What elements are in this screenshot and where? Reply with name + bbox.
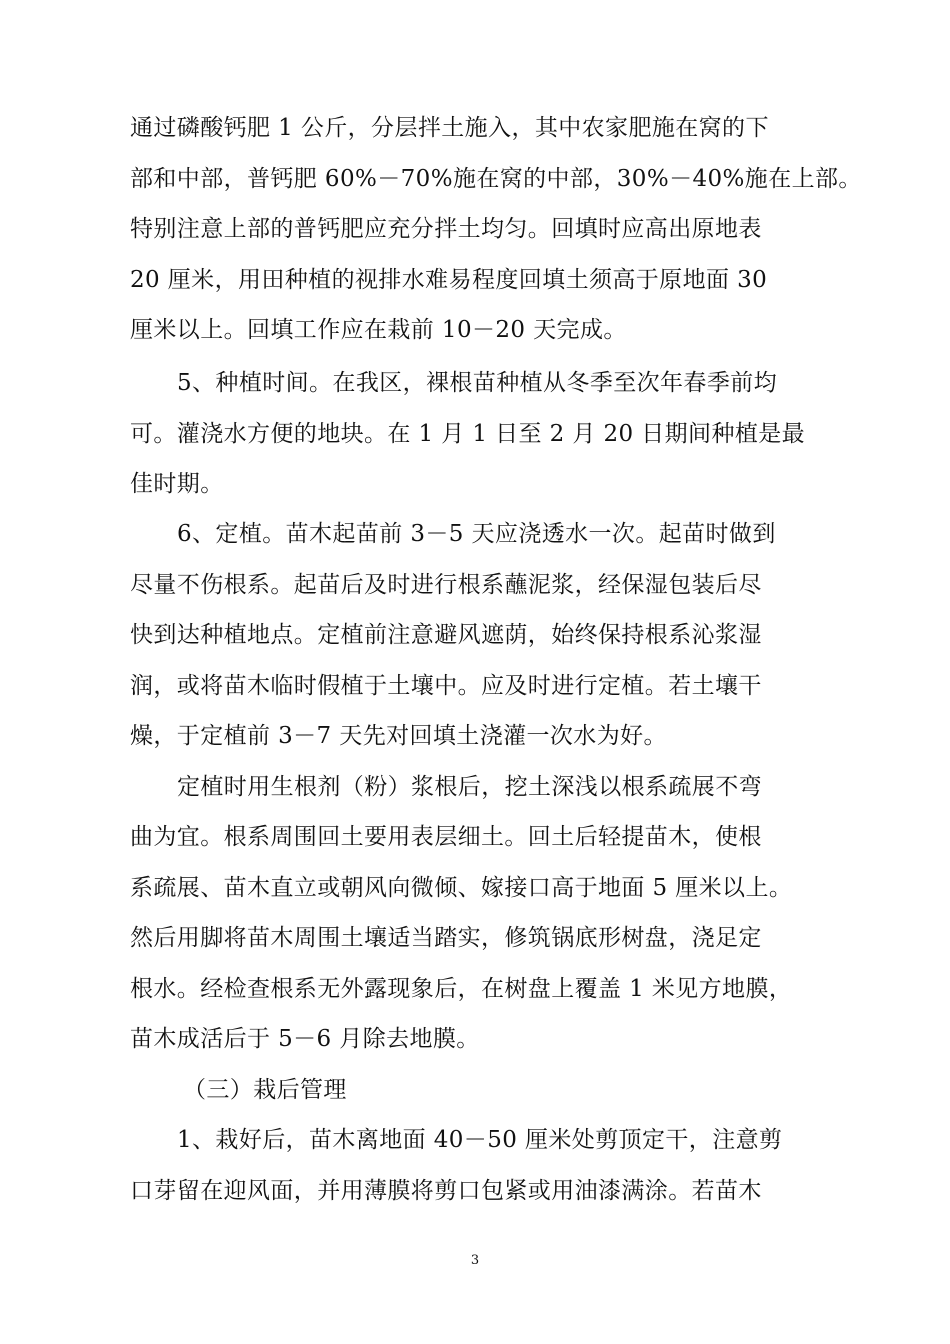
body-text-line: 然后用脚将苗木周围土壤适当踏实，修筑锅底形树盘，浇足定 <box>130 925 762 951</box>
body-text-line: 尽量不伤根系。起苗后及时进行根系蘸泥浆，经保湿包装后尽 <box>130 572 762 598</box>
paragraph-first-line: 1、栽好后，苗木离地面 40－50 厘米处剪顶定干，注意剪 <box>177 1127 783 1153</box>
section-heading: （三）栽后管理 <box>183 1077 347 1103</box>
paragraph-first-line: 6、定植。苗木起苗前 3－5 天应浇透水一次。起苗时做到 <box>177 521 776 547</box>
body-text-line: 部和中部，普钙肥 60%－70%施在窝的中部，30%－40%施在上部。 <box>130 166 862 192</box>
body-text-line: 20 厘米，用田种植的视排水难易程度回填土须高于原地面 30 <box>130 267 768 293</box>
body-text-line: 系疏展、苗木直立或朝风向微倾、嫁接口高于地面 5 厘米以上。 <box>130 875 793 901</box>
paragraph-first-line: 5、种植时间。在我区，裸根苗种植从冬季至次年春季前均 <box>177 370 778 396</box>
body-text-line: 曲为宜。根系周围回土要用表层细土。回土后轻提苗木，使根 <box>130 824 762 850</box>
body-text-line: 燥，于定植前 3－7 天先对回填土浇灌一次水为好。 <box>130 723 667 749</box>
body-text-line: 快到达种植地点。定植前注意避风遮荫，始终保持根系沁浆湿 <box>130 622 762 648</box>
body-text-line: 佳时期。 <box>130 471 224 497</box>
body-text-line: 润，或将苗木临时假植于土壤中。应及时进行定植。若土壤干 <box>130 673 762 699</box>
body-text-line: 口芽留在迎风面，并用薄膜将剪口包紧或用油漆满涂。若苗木 <box>130 1178 762 1204</box>
body-text-line: 厘米以上。回填工作应在栽前 10－20 天完成。 <box>130 317 627 343</box>
body-text-line: 根水。经检查根系无外露现象后，在树盘上覆盖 1 米见方地膜， <box>130 976 793 1002</box>
body-text-line: 可。灌浇水方便的地块。在 1 月 1 日至 2 月 20 日期间种植是最 <box>130 421 806 447</box>
body-text-line: 特别注意上部的普钙肥应充分拌土均匀。回填时应高出原地表 <box>130 216 762 242</box>
body-text-line: 苗木成活后于 5－6 月除去地膜。 <box>130 1026 480 1052</box>
page-number: 3 <box>470 1253 480 1268</box>
paragraph-first-line: 定植时用生根剂（粉）浆根后，挖土深浅以根系疏展不弯 <box>177 774 762 800</box>
body-text-line: 通过磷酸钙肥 1 公斤，分层拌土施入，其中农家肥施在窝的下 <box>130 115 769 141</box>
